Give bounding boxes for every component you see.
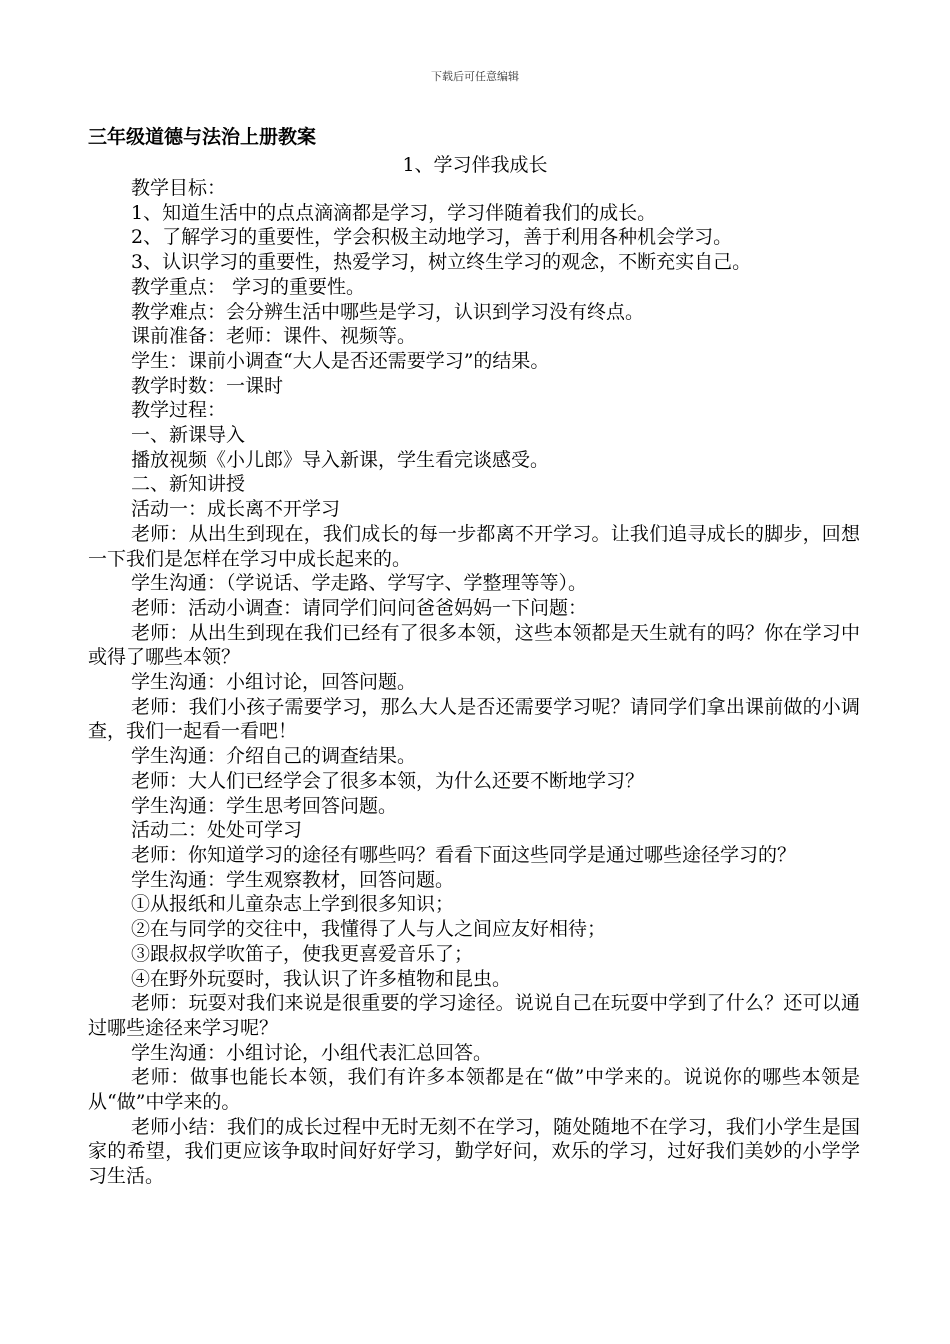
body-paragraph: 教学目标： — [131, 177, 227, 199]
body-paragraph: 活动一：成长离不开学习 — [131, 498, 341, 521]
body-paragraph: ④在野外玩耍时，我认识了许多植物和昆虫。 — [131, 967, 512, 990]
body-paragraph: 二、新知讲授 — [131, 473, 246, 496]
body-paragraph: 播放视频《小儿郎》导入新课，学生看完谈感受。 — [131, 448, 550, 471]
body-paragraph: 学生沟通：小组讨论，回答问题。 — [131, 671, 417, 694]
body-paragraph: 老师：玩耍对我们来说是很重要的学习途径。说说自己在玩耍中学到了什么？还可以通过哪些途径来学习呢？ — [88, 992, 860, 1039]
body-paragraph: ②在与同学的交往中，我懂得了人与人之间应友好相待； — [131, 918, 607, 941]
body-paragraph: 教学时数：一课时 — [131, 374, 284, 397]
body-paragraph: 老师：大人们已经学会了很多本领，为什么还要不断地学习？ — [131, 769, 645, 792]
body-paragraph: 2、了解学习的重要性，学会积极主动地学习，善于利用各种机会学习。 — [131, 226, 733, 249]
body-paragraph: 学生沟通：（学说话、学走路、学写字、学整理等等）。 — [131, 572, 588, 595]
body-paragraph: 学生沟通：小组讨论，小组代表汇总回答。 — [131, 1041, 493, 1064]
body-paragraph: 老师：从出生到现在我们已经有了很多本领，这些本领都是天生就有的吗？你在学习中或得了哪些本领？ — [88, 621, 860, 669]
body-paragraph: 教学过程： — [131, 399, 227, 422]
body-paragraph: 学生沟通：学生思考回答问题。 — [131, 794, 398, 817]
body-paragraph: 3、认识学习的重要性，热爱学习，树立终生学习的观念，不断充实自己。 — [131, 251, 752, 274]
body-paragraph: 一、新课导入 — [131, 424, 246, 447]
body-paragraph: 老师：做事也能长本领，我们有许多本领都是在“做”中学来的。说说你的哪些本领是从“做”中学来的。 — [88, 1066, 860, 1114]
body-paragraph: 老师小结：我们的成长过程中无时无刻不在学习，随处随地不在学习，我们小学生是国家的希望，我们更应该争取时间好好学习，勤学好问，欢乐的学习，过好我们美妙的小学学习生活。 — [88, 1115, 860, 1188]
body-paragraph: 课前准备：老师：课件、视频等。 — [131, 325, 417, 348]
body-paragraph: 老师：你知道学习的途径有哪些吗？看看下面这些同学是通过哪些途径学习的？ — [131, 843, 797, 866]
lesson-title: 1、学习伴我成长 — [402, 154, 548, 176]
body-paragraph: 老师：从出生到现在，我们成长的每一步都离不开学习。让我们追寻成长的脚步，回想一下我们是怎样在学习中成长起来的。 — [88, 522, 860, 570]
lesson-body — [88, 176, 860, 1189]
body-paragraph: 老师：我们小孩子需要学习，那么大人是否还需要学习呢？请同学们拿出课前做的小调查，我们一起看一看吧！ — [88, 695, 860, 743]
body-paragraph: ①从报纸和儿童杂志上学到很多知识； — [131, 893, 455, 916]
body-paragraph: 活动二：处处可学习 — [131, 819, 303, 842]
body-paragraph: 学生沟通：学生观察教材，回答问题。 — [131, 868, 455, 891]
body-paragraph: ③跟叔叔学吹笛子，使我更喜爱音乐了； — [131, 942, 474, 965]
document-title: 三年级道德与法治上册教案 — [88, 126, 317, 148]
body-paragraph: 1、知道生活中的点点滴滴都是学习，学习伴随着我们的成长。 — [131, 201, 657, 224]
body-paragraph: 老师：活动小调查：请同学们问问爸爸妈妈一下问题： — [131, 596, 588, 619]
body-paragraph: 教学难点：会分辨生活中哪些是学习，认识到学习没有终点。 — [131, 300, 645, 323]
body-paragraph: 学生沟通：介绍自己的调查结果。 — [131, 745, 417, 768]
body-paragraph: 教学重点： 学习的重要性。 — [131, 275, 366, 298]
body-paragraph: 学生：课前小调查“大人是否还需要学习”的结果。 — [131, 349, 550, 372]
header-note: 下载后可任意编辑 — [431, 70, 519, 83]
